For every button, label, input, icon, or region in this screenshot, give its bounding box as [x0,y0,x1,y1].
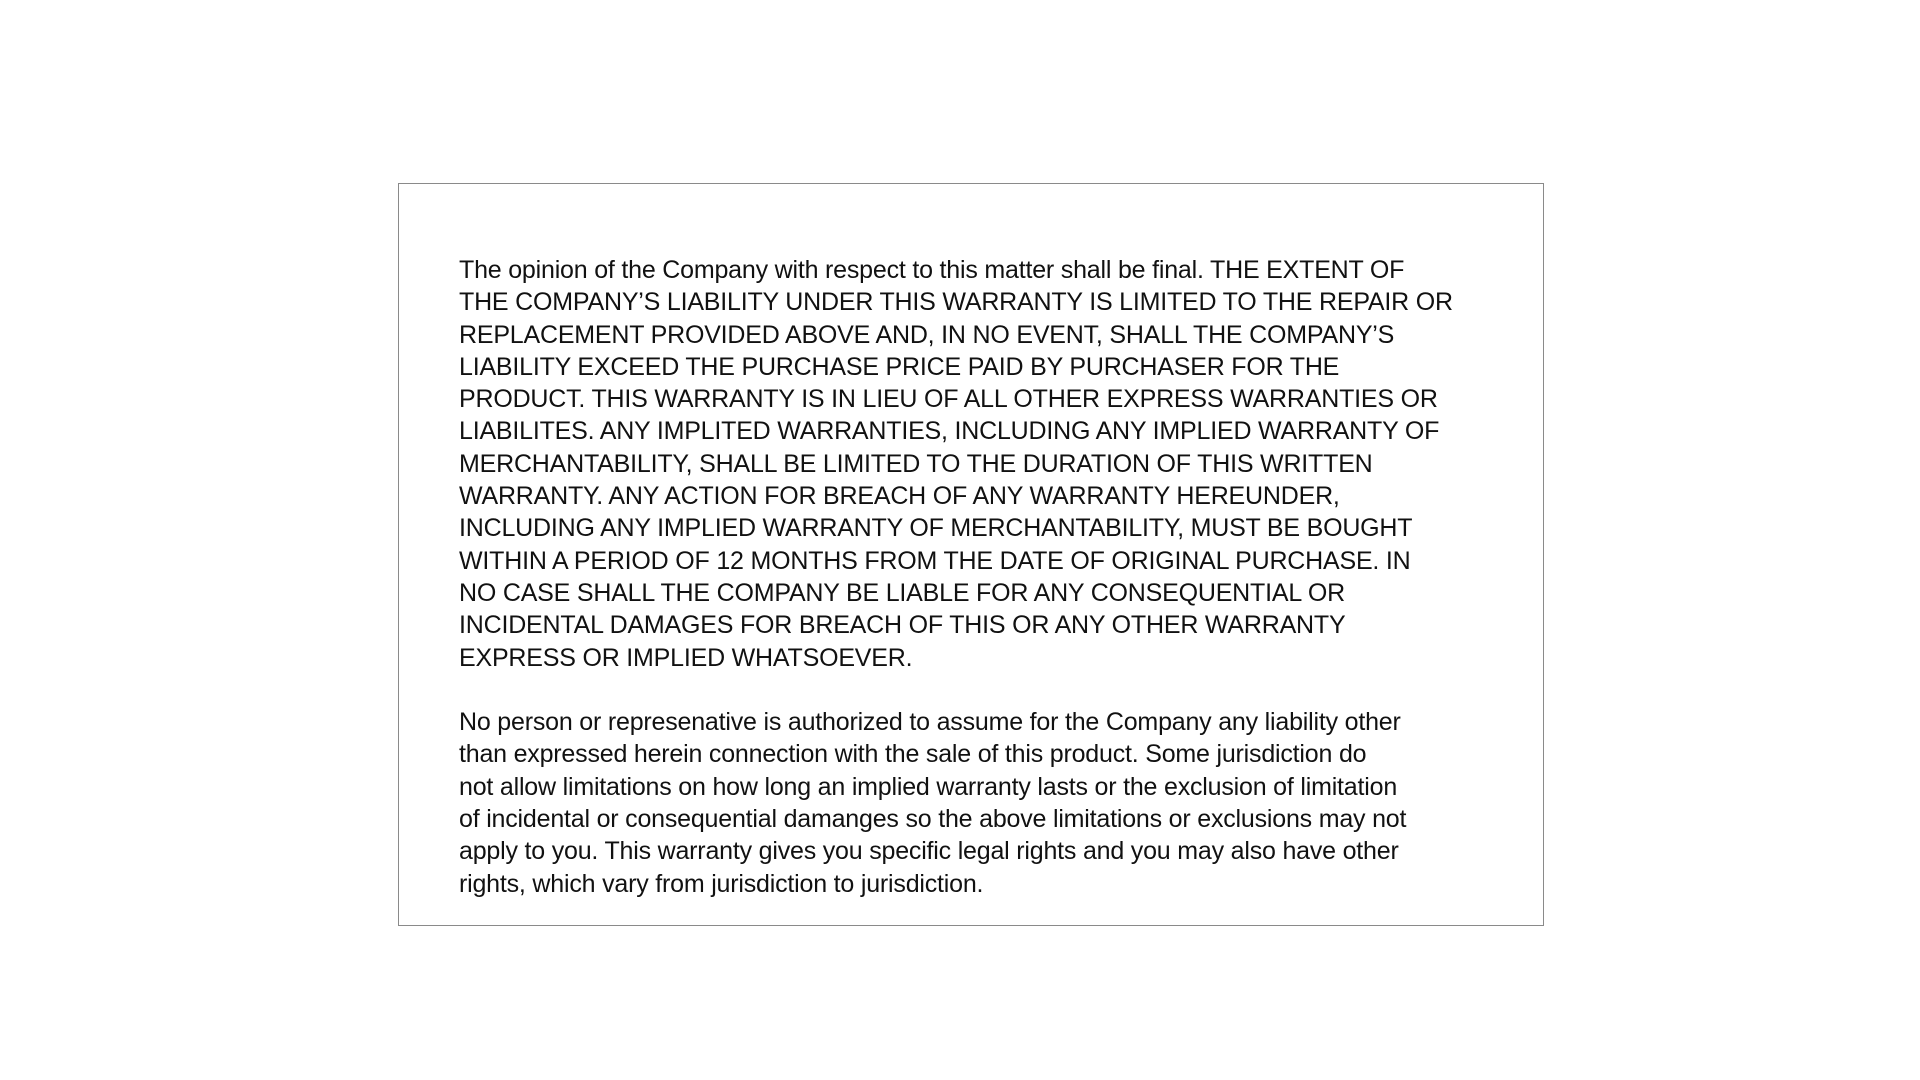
text-line: No person or represenative is authorized to assume for the Company any liability other [459,708,1401,737]
authorization-paragraph [459,706,1499,900]
text-line: NO CASE SHALL THE COMPANY BE LIABLE FOR ANY CONSEQUENTIAL OR [459,578,1345,607]
text-line: WITHIN A PERIOD OF 12 MONTHS FROM THE DATE OF ORIGINAL PURCHASE. IN [459,546,1411,575]
text-line: than expressed herein connection with the sale of this product. Some jurisdiction do [459,740,1367,769]
warranty-text-box [398,183,1544,926]
text-line: LIABILITES. ANY IMPLITED WARRANTIES, INCLUDING ANY IMPLIED WARRANTY OF [459,417,1440,446]
text-line: THE COMPANY’S LIABILITY UNDER THIS WARRANTY IS LIMITED TO THE REPAIR OR [459,288,1453,317]
text-line: The opinion of the Company with respect to this matter shall be final. THE EXTENT OF [459,256,1405,284]
warranty-text [459,254,1499,900]
paragraph-gap [459,674,1499,706]
text-line: rights, which vary from jurisdiction to jurisdiction. [459,869,984,898]
text-line: not allow limitations on how long an implied warranty lasts or the exclusion of limitation [459,772,1398,801]
text-line: LIABILITY EXCEED THE PURCHASE PRICE PAID BY PURCHASER FOR THE [459,352,1340,381]
text-line: REPLACEMENT PROVIDED ABOVE AND, IN NO EVENT, SHALL THE COMPANY’S [459,320,1395,349]
text-line: MERCHANTABILITY, SHALL BE LIMITED TO THE DURATION OF THIS WRITTEN [459,449,1373,478]
text-line: INCLUDING ANY IMPLIED WARRANTY OF MERCHANTABILITY, MUST BE BOUGHT [459,514,1413,543]
text-line: of incidental or consequential damanges so the above limitations or exclusions may not [459,805,1407,834]
liability-paragraph [459,254,1499,674]
text-line: WARRANTY. ANY ACTION FOR BREACH OF ANY WARRANTY HEREUNDER, [459,482,1340,511]
text-line: EXPRESS OR IMPLIED WHATSOEVER. [459,643,913,672]
text-line: PRODUCT. THIS WARRANTY IS IN LIEU OF ALL OTHER EXPRESS WARRANTIES OR [459,385,1438,414]
text-line: INCIDENTAL DAMAGES FOR BREACH OF THIS OR ANY OTHER WARRANTY [459,611,1346,640]
text-line: apply to you. This warranty gives you specific legal rights and you may also have other [459,837,1399,866]
